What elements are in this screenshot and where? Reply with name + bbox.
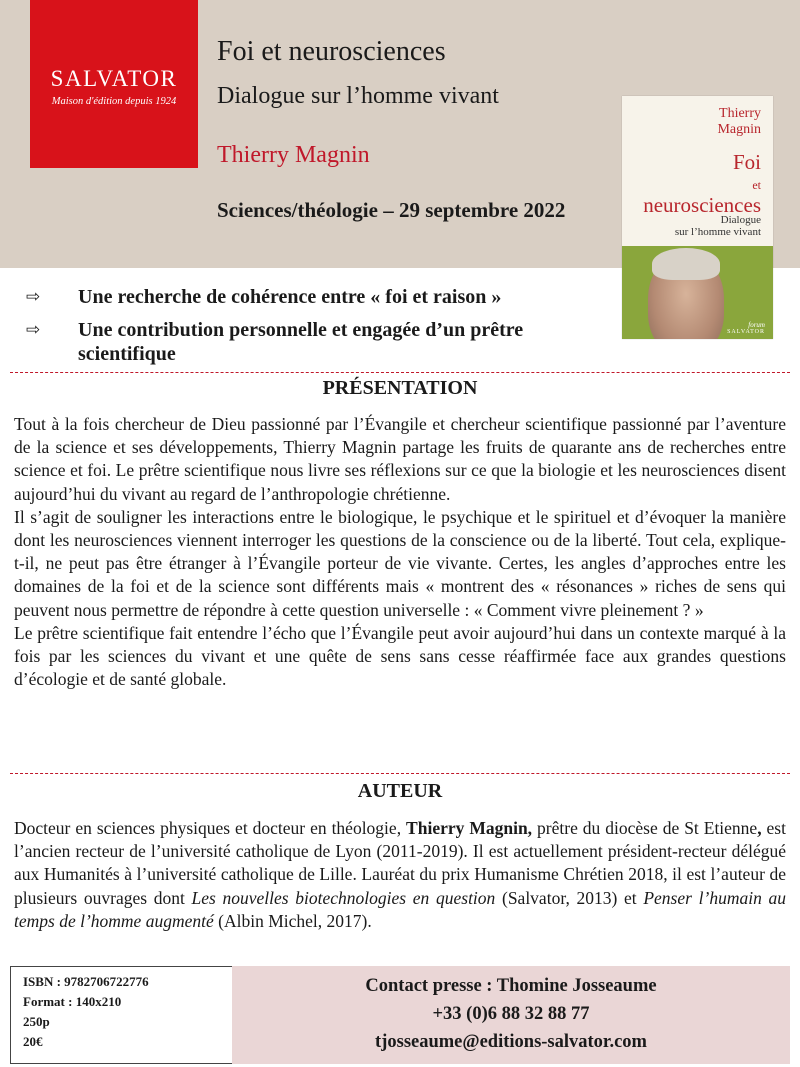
cover-title-line: et [752,178,761,192]
presentation-paragraph: Le prêtre scientifique fait entendre l’écho que l’Évangile peut avoir aujourd’hui dans un contexte marqué à la fois par les sciences du vivant et une quête de sens sans cesse réaffirmée face aux grandes questions d’écologie et de santé globale. [14,622,786,690]
publisher-logo [30,0,198,168]
cover-subtitle [622,214,761,238]
cover-subtitle-line: Dialogue [720,214,761,226]
presentation-paragraph: Tout à la fois chercheur de Dieu passionné par l’Évangile et chercheur scientifique passionné par l’aventure de la science et ses développements, Thierry Magnin partage les fruits de quarante ans de recherches entre science et foi. Le prêtre scientifique nous livre ses réflexions sur ce que la biologie et les neurosciences disent aujourd’hui du vivant au regard de l’anthropologie chrétienne. [14,414,786,504]
bio-comma: , [757,818,762,838]
price: 20€ [23,1034,43,1049]
presentation-paragraph: Il s’agit de souligner les interactions entre le biologique, le psychique et le spirituel et d’évoquer la manière dont les neurosciences viennent interroger les questions de la conscience ou de la liberté. Tout cela, explique-t-il, ne peut pas être étranger à l’Évangile porteur de vie vivante. Certes, les angles d’approches entre les domaines de la foi et de la science sont différents mais « montrent des « résonances » riches de sens qui peuvent nous permettre de répondre à cette question universelle : « Comment vivre pleinement ? » [14,506,786,620]
author-bio-paragraph [14,817,786,933]
book-info-box [10,966,233,1064]
cover-author-line: Magnin [717,122,761,137]
book-subtitle: Dialogue sur l’homme vivant [217,83,499,109]
book-title: Foi et neurosciences [217,36,446,67]
bio-text: (Salvator, 2013) et [495,887,644,908]
isbn: ISBN : 9782706722776 [23,974,149,989]
publisher-name: SALVATOR [50,66,178,91]
bio-text: est l’ancien recteur de l’université catholique de Lyon (2011-2019). Il est actuellement président-recteur délégué aux Humanités à l’université catholique de Lille. Lauréat du prix Humanisme Chrétien 2018, il est l’auteur de plusieurs ouvrages dont [14,818,786,908]
cover-collection: forum [748,321,765,329]
cover-author [631,106,761,138]
bio-text: (Albin Michel, 2017). [213,910,372,931]
highlight-text: Une recherche de cohérence entre « foi et raison » [78,286,502,308]
highlight-text: Une contribution personnelle et engagée d’un prêtre scientifique [78,319,524,365]
cover-subtitle-line: sur l’homme vivant [674,226,761,238]
author-hair [652,248,720,280]
section-divider [10,372,790,373]
cover-title-line: neurosciences [643,193,761,217]
cover-title-line: Foi [732,150,761,174]
contact-label: Contact presse : Thomine Josseaume [365,976,657,996]
format: Format : 140x210 [23,994,122,1009]
arrow-right-icon: ⇨ [26,320,41,340]
bio-text: prêtre du diocèse de St Etienne [532,818,758,838]
author-bio [14,817,786,933]
arrow-right-icon: ⇨ [26,287,41,307]
bio-book-title: Les nouvelles biotechnologies en question [191,887,496,908]
cover-title [622,152,761,215]
bio-author-name: Thierry Magnin, [406,818,533,838]
bio-text: Docteur en sciences physiques et docteur en théologie, [14,818,407,838]
presentation-body [14,413,786,691]
page-count: 250p [23,1014,50,1029]
book-category-date: Sciences/théologie – 29 septembre 2022 [217,198,566,222]
author-heading: AUTEUR [357,780,443,802]
publisher-tagline: Maison d'édition depuis 1924 [51,96,177,107]
cover-publisher: SALVATOR [727,329,765,335]
contact-phone: +33 (0)6 88 32 88 77 [432,1004,590,1024]
press-contact-box [232,966,790,1064]
cover-author-line: Thierry [719,106,761,121]
book-author: Thierry Magnin [217,142,370,168]
presentation-heading: PRÉSENTATION [322,377,478,399]
book-cover [622,96,773,339]
bio-book-title: Penser l’humain au temps de l’homme augmenté [14,887,786,931]
section-divider [10,773,790,774]
contact-email[interactable]: tjosseaume@editions-salvator.com [375,1032,647,1052]
